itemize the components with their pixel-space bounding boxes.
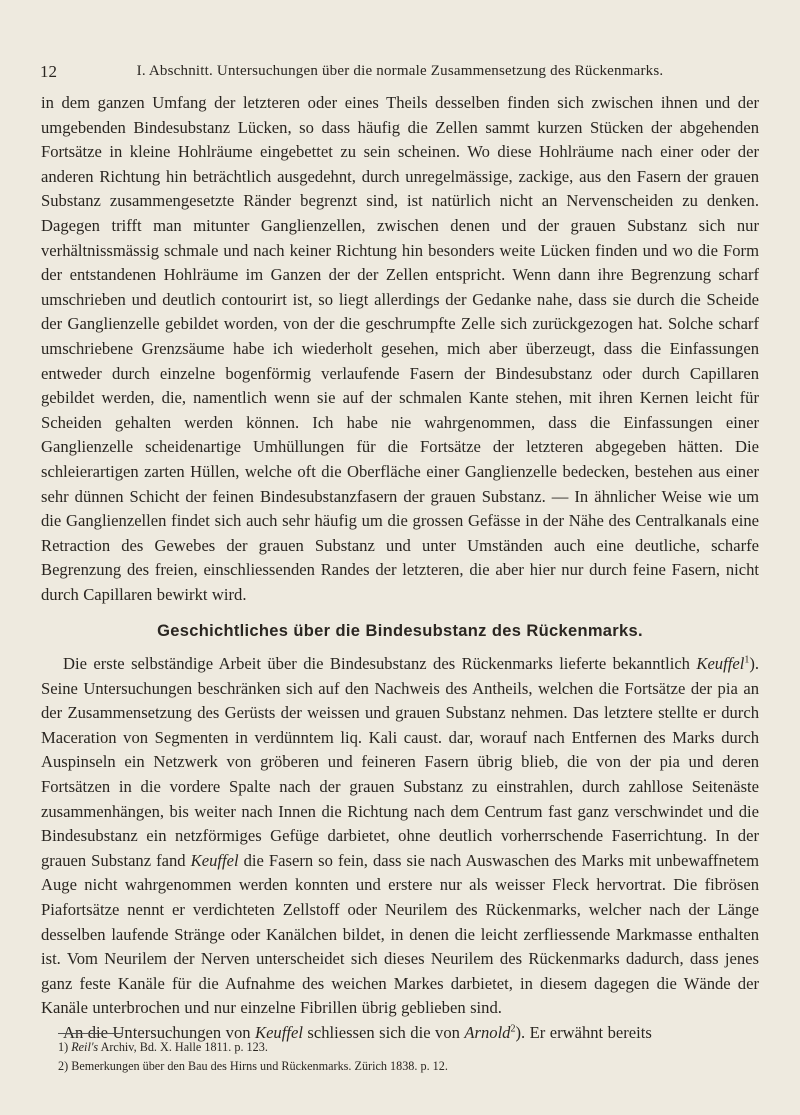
footnote-2-number: 2) (58, 1059, 69, 1073)
author-name-keuffel-3: Keuffel (255, 1022, 303, 1042)
author-name-keuffel: Keuffel (696, 654, 745, 674)
paragraph-2-mid: ). Seine Untersuchungen beschränken sich auf den Nachweis des Antheils, welchen die Fortsätze der pia an der Zusammensetzung des Gerüsts der weissen und grauen Substanz nehmen. Das letztere stellte er durch Maceration von Segmenten in verdünntem liq. Kali caust. dar, worauf nach Entfernen des Marks durch Auspinseln ein Netzwerk von gröberen und feineren Fasern übrig blieb, die von der pia und deren Fortsätzen in die vordere Spalte nach der grauen Substanz zu einstrahlen, durch zahllose Seitenäste zusammenhängen, bis weiter nach Innen die Richtung nach dem Centrum fast ganz verschwindet und die Bindesubstanz ein netzförmiges Gefüge darbietet, ohne deutlich vorherrschende Faserrichtung. In der grauen Substanz fand (41, 654, 759, 870)
footnote-ref-1: 1 (744, 654, 750, 666)
footnote-1-number: 1) (58, 1040, 69, 1054)
paragraph-3-end: ). Er erwähnt bereits (515, 1022, 652, 1042)
author-name-arnold: Arnold (464, 1022, 511, 1042)
running-title: I. Abschnitt. Untersuchungen über die normale Zusammensetzung des Rückenmarks. (136, 63, 664, 79)
footnote-2 (58, 1057, 758, 1076)
page-number: 12 (40, 62, 57, 81)
footnote-divider (58, 1033, 123, 1034)
author-name-keuffel-2: Keuffel (190, 850, 239, 870)
footnote-ref-2: 2 (510, 1023, 516, 1035)
body-text (41, 91, 759, 1046)
paragraph-2 (41, 652, 759, 1021)
paragraph-2-end: die Fasern so fein, dass sie nach Auswaschen des Marks mit unbewaffnetem Auge nicht wahrgenommen werden konnten und erstere nur als weisser Fleck hervortrat. Die fibrösen Piafortsätze nennt er verdichteten Zellstoff oder Neurilem des Rückenmarks, welcher nach der Länge desselben laufende Stränge oder Kanälchen bildet, in denen die leicht zerfliessende Markmasse enthalten ist. Vom Neurilem der Nerven unterscheidet sich dieses Neurilem des Rückenmarks dadurch, dass jenes ganz feste Kanäle für die Aufnahme des weichen Markes darbietet, in diesem dagegen die Wände der Kanäle unterbrochen und nur einzelne Fibrillen übrig geblieben sind. (41, 850, 759, 1018)
footnote-1-text: Archiv, Bd. X. Halle 1811. p. 123. (100, 1040, 268, 1054)
paragraph-3-start: An die Untersuchungen von (63, 1022, 251, 1042)
footnote-1 (58, 1038, 758, 1057)
footnote-1-author: Reil's (71, 1040, 99, 1054)
paragraph-1: in dem ganzen Umfang der letzteren oder eines Theils desselben finden sich zwischen ihnen und der umgebenden Bindesubstanz Lücken, so dass häufig die Zellen sammt kurzen Stücken der abgehenden Fortsätze in kleine Hohlräume eingebettet zu sein scheinen. Wo diese Hohlräume nach einer oder der anderen Richtung hin beträchtlich ausgedehnt, durch unregelmässige, zackige, aus den Fasern der grauen Substanz zusammengesetzte Ränder begrenzt sind, ist natürlich nicht an Nervenscheiden zu denken. Dagegen trifft man mitunter Ganglienzellen, zwischen denen und der grauen Substanz sich nur verhältnissmässig schmale und nach keiner Richtung hin besonders weite Lücken finden und wo die Form der entstandenen Hohlräume im Ganzen der der Zellen entspricht. Wenn dann ihre Begrenzung scharf umschrieben und deutlich contourirt ist, so liegt allerdings der Gedanke nahe, dass sie durch die Scheide der Ganglienzelle gebildet worden, von der die geschrumpfte Zelle sich zurückgezogen hat. Solche scharf umschriebene Grenzsäume habe ich wiederholt gesehen, mich aber überzeugt, dass die Einfassungen entweder durch einzelne bogenförmig verlaufende Fasern der Bindesubstanz oder durch Capillaren gebildet werden, die, namentlich wenn sie auf der schmalen Kante stehen, mit ihren Kernen leicht für Scheiden gehalten werden können. Ich habe nie wahrgenommen, dass die Einfassungen einer Ganglienzelle scheidenartige Umhüllungen für die Fortsätze der letzteren abgegeben hätten. Die schleierartigen zarten Hüllen, welche oft die Oberfläche einer Ganglienzelle bedecken, bestehen aus einer sehr dünnen Schicht der feinen Bindesubstanzfasern der grauen Substanz. — In ähnlicher Weise wie um die Ganglienzellen findet sich auch sehr häufig um die grossen Gefässe in der Nähe des Centralkanals eine Retraction des Gewebes der grauen Substanz und unter Umständen auch eine deutliche, scharfe Begrenzung des freien, einschliessenden Randes der letzteren, die aber hier nur durch feine Fasern, nicht durch Capillaren bewirkt wird. (41, 93, 759, 604)
paragraph-3-mid: schliessen sich die von (307, 1022, 460, 1042)
section-heading: Geschichtliches über die Bindesubstanz des Rückenmarks. (157, 622, 643, 641)
running-head (40, 62, 760, 82)
footnote-2-text: Bemerkungen über den Bau des Hirns und Rückenmarks. Zürich 1838. p. 12. (71, 1059, 448, 1073)
paragraph-2-start: Die erste selbständige Arbeit über die Bindesubstanz des Rückenmarks lieferte bekanntlich (63, 654, 690, 674)
footnotes (58, 1038, 758, 1076)
